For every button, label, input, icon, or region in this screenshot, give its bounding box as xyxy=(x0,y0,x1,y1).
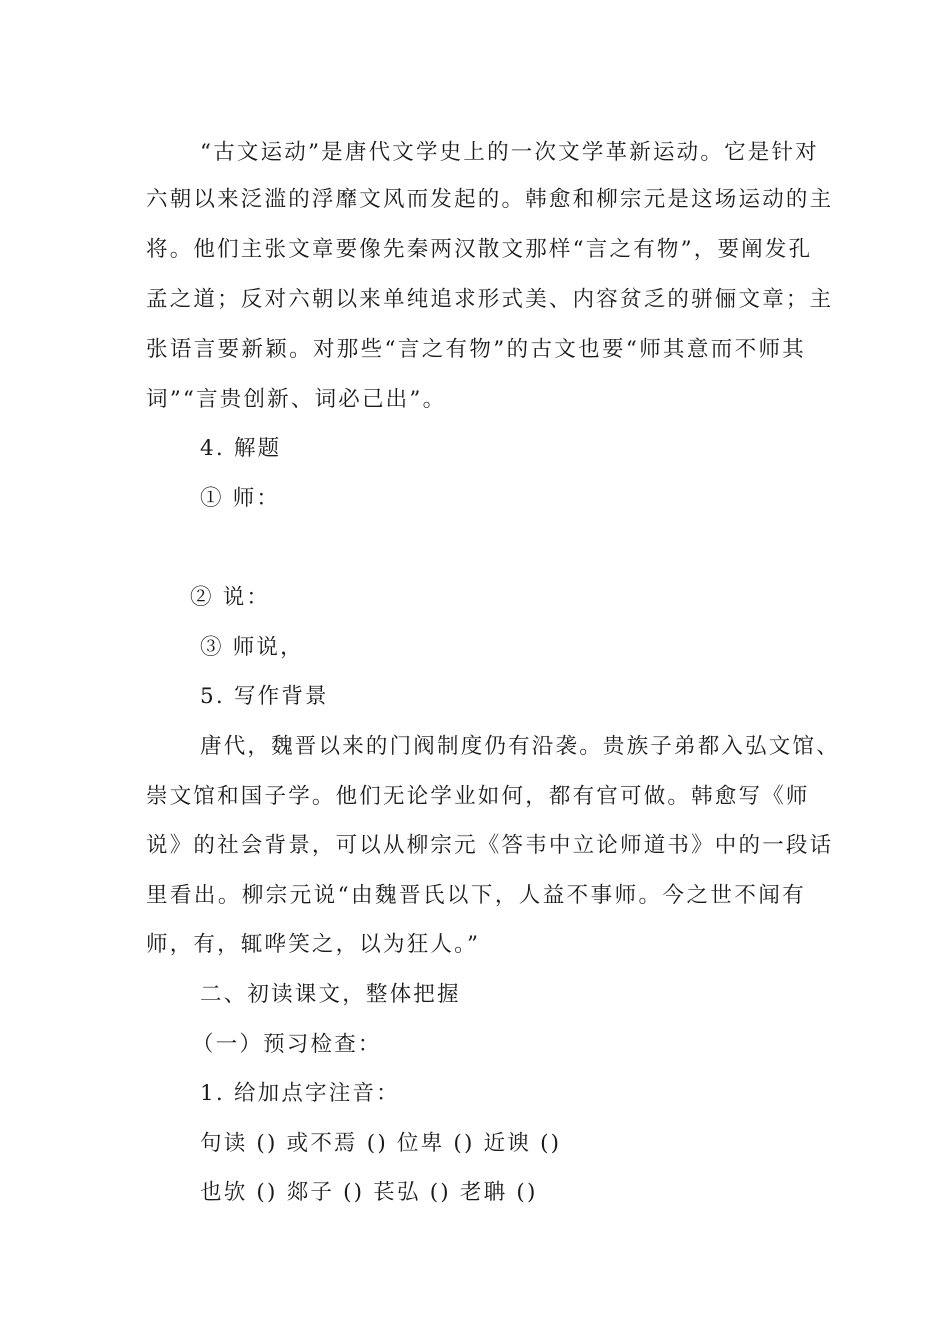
list-item: ① 师： xyxy=(200,486,281,511)
paragraph-line: 说》的社会背景，可以从柳宗元《答韦中立论师道书》中的一段话 xyxy=(146,833,834,858)
section-heading: 5. 写作背景 xyxy=(200,684,329,709)
paragraph-line: 崇文馆和国子学。他们无论学业如何，都有官可做。韩愈写《师 xyxy=(146,784,810,809)
pinyin-line: 也欤 () 郯子 () 苌弘 () 老聃 () xyxy=(200,1180,538,1205)
subsection-heading: （一）预习检查： xyxy=(192,1032,382,1057)
list-item: ③ 师说， xyxy=(200,635,304,660)
pinyin-line: 句读 () 或不焉 () 位卑 () 近谀 () xyxy=(200,1131,562,1156)
paragraph-line: 孟之道；反对六朝以来单纯追求形式美、内容贫乏的骈俪文章；主 xyxy=(146,287,834,312)
list-item: ② 说： xyxy=(190,585,271,610)
paragraph-line: 张语言要新颖。对那些“言之有物”的古文也要“师其意而不师其 xyxy=(146,337,806,362)
paragraph-line: “古文运动”是唐代文学史上的一次文学革新运动。它是针对 xyxy=(200,140,819,165)
paragraph-line: 词”“言贵创新、词必己出”。 xyxy=(146,387,447,412)
paragraph-line: 里看出。柳宗元说“由魏晋氏以下，人益不事师。今之世不闻有 xyxy=(146,883,806,908)
paragraph-line: 唐代，魏晋以来的门阀制度仍有沿袭。贵族子弟都入弘文馆、 xyxy=(200,734,840,759)
section-heading: 二、初读课文，整体把握 xyxy=(200,982,461,1007)
section-heading: 4. 解题 xyxy=(200,436,282,461)
list-item: 1. 给加点字注音： xyxy=(200,1081,400,1106)
paragraph-line: 六朝以来泛滥的浮靡文风而发起的。韩愈和柳宗元是这场运动的主 xyxy=(146,187,834,212)
paragraph-line: 师，有，辄哗笑之，以为狂人。” xyxy=(146,932,481,957)
paragraph-line: 将。他们主张文章要像先秦两汉散文那样“言之有物”，要阐发孔 xyxy=(146,237,813,262)
